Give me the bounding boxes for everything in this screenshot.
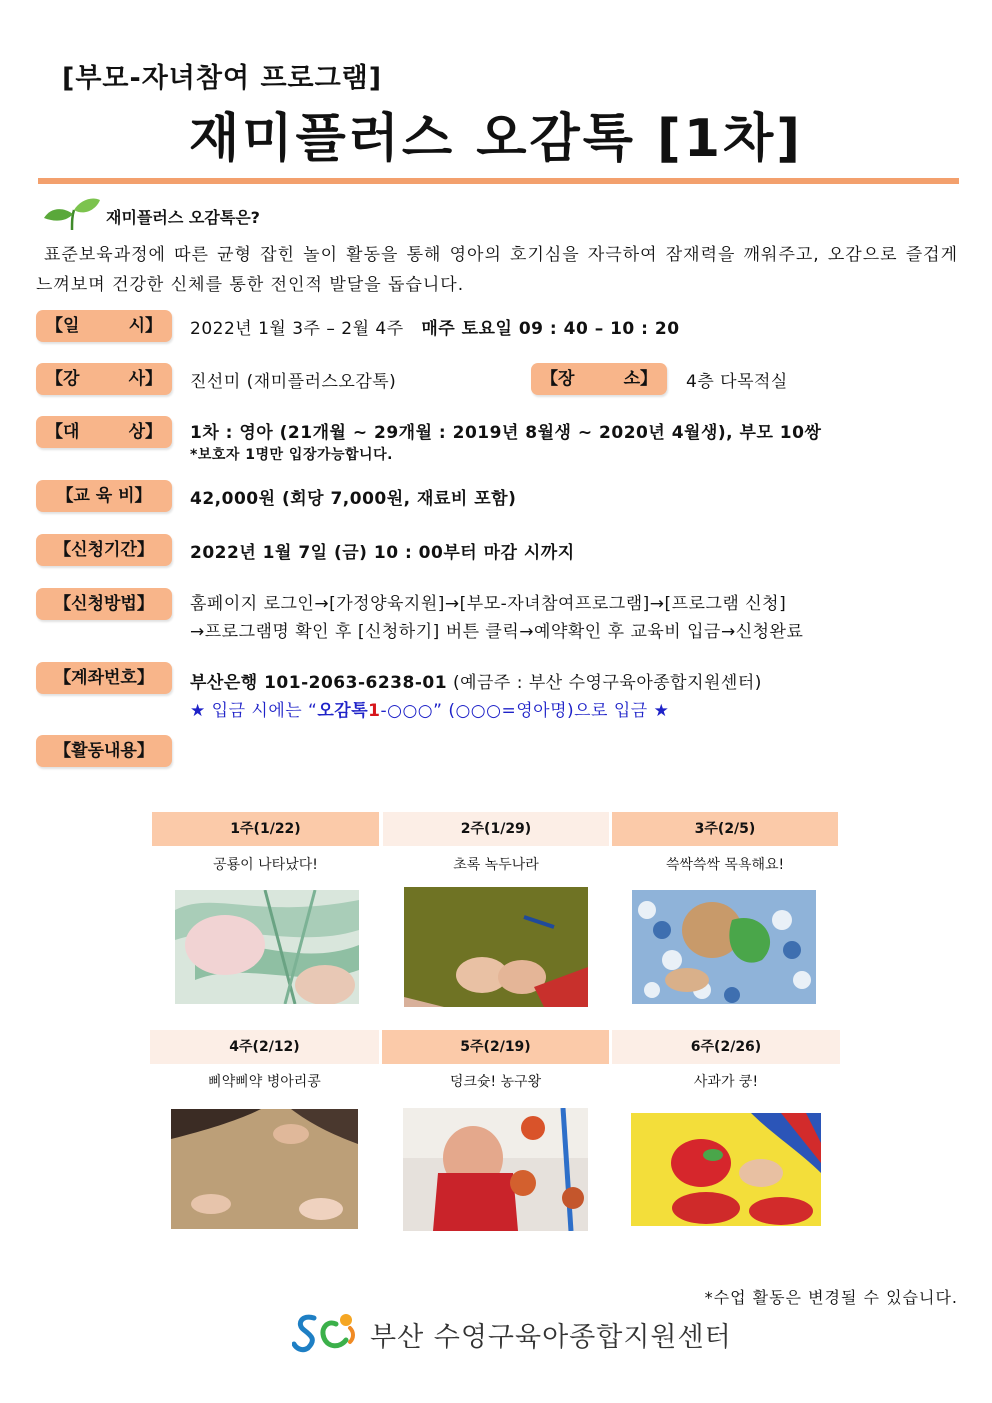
label-date: 【일 시】 — [36, 310, 172, 342]
center-logo-icon — [292, 1310, 360, 1358]
activity-photo-6 — [631, 1113, 821, 1226]
value-fee: 42,000원 (회당 7,000원, 재료비 포함) — [190, 489, 517, 509]
activity-photo-5 — [403, 1108, 588, 1231]
value-target: 1차 : 영아 (21개월 ~ 29개월 : 2019년 8월생 ~ 2020년 4월생), 부모 10쌍 — [190, 423, 822, 443]
activity-title-3: 쓱싹쓱싹 목욕해요! — [665, 857, 785, 873]
week-header-6: 6주(2/26) — [612, 1030, 840, 1064]
value-account: 부산은행 101-2063-6238-01 (예금주 : 부산 수영구육아종합지원센터) — [190, 673, 762, 693]
intro-heading — [42, 196, 260, 236]
value-period: 2022년 1월 7일 (금) 10 : 00부터 마감 시까지 — [190, 543, 575, 563]
title-divider — [38, 178, 959, 184]
label-place: 【장 소】 — [531, 363, 667, 395]
value-date: 2022년 1월 3주 – 2월 4주 매주 토요일 09 : 40 – 10 : 20 — [190, 319, 680, 339]
intro-description: 표준보육과정에 따른 균형 잡힌 놀이 활동을 통해 영아의 호기심을 자극하여 잠재력을 깨워주고, 오감으로 즐겁게 느껴보며 건강한 신체를 통한 전인적 발달을 돕습니다. — [36, 245, 958, 295]
value-place: 4층 다목적실 — [686, 372, 788, 392]
activity-photo-3 — [632, 890, 816, 1004]
page-title: 재미플러스 오감톡 [1차] — [188, 109, 803, 169]
week-header-5: 5주(2/19) — [382, 1030, 609, 1064]
deposit-notice: ★ 입금 시에는 “오감톡1-○○○” (○○○=영아명)으로 입금 ★ — [190, 701, 670, 721]
value-method-line2: →프로그램명 확인 후 [신청하기] 버튼 클릭→예약확인 후 교육비 입금→신청완료 — [190, 622, 804, 642]
program-category: [부모-자녀참여 프로그램] — [62, 63, 383, 94]
value-instructor: 진선미 (재미플러스오감톡) — [190, 372, 397, 392]
target-note: *보호자 1명만 입장가능합니다. — [190, 447, 393, 463]
activity-photo-2 — [404, 887, 588, 1007]
center-name: 부산 수영구육아종합지원센터 — [370, 1321, 732, 1353]
activity-photo-4 — [171, 1109, 358, 1229]
activity-title-6: 사과가 쿵! — [693, 1074, 759, 1090]
label-instructor: 【강 사】 — [36, 363, 172, 395]
footer — [292, 1310, 732, 1358]
label-activity: 【활동내용】 — [36, 735, 172, 767]
intro-heading-text: 재미플러스 오감톡은? — [106, 207, 260, 227]
label-period: 【신청기간】 — [36, 534, 172, 566]
sprout-icon — [42, 196, 102, 236]
activity-photo-1 — [175, 890, 359, 1004]
week-header-4: 4주(2/12) — [150, 1030, 379, 1064]
week-header-3: 3주(2/5) — [612, 812, 838, 846]
activity-title-1: 공룡이 나타났다! — [213, 857, 318, 873]
activity-title-4: 삐약삐약 병아리콩 — [208, 1074, 321, 1090]
change-notice: *수업 활동은 변경될 수 있습니다. — [704, 1288, 958, 1307]
activity-title-5: 덩크슛! 농구왕 — [449, 1074, 542, 1090]
label-method: 【신청방법】 — [36, 588, 172, 620]
label-target: 【대 상】 — [36, 416, 172, 448]
value-method-line1: 홈페이지 로그인→[가정양육지원]→[부모-자녀참여프로그램]→[프로그램 신청] — [190, 594, 787, 614]
week-header-2: 2주(1/29) — [383, 812, 609, 846]
week-header-1: 1주(1/22) — [152, 812, 379, 846]
activity-title-2: 초록 녹두나라 — [453, 857, 539, 873]
label-fee: 【교 육 비】 — [36, 480, 172, 512]
label-account: 【계좌번호】 — [36, 662, 172, 694]
